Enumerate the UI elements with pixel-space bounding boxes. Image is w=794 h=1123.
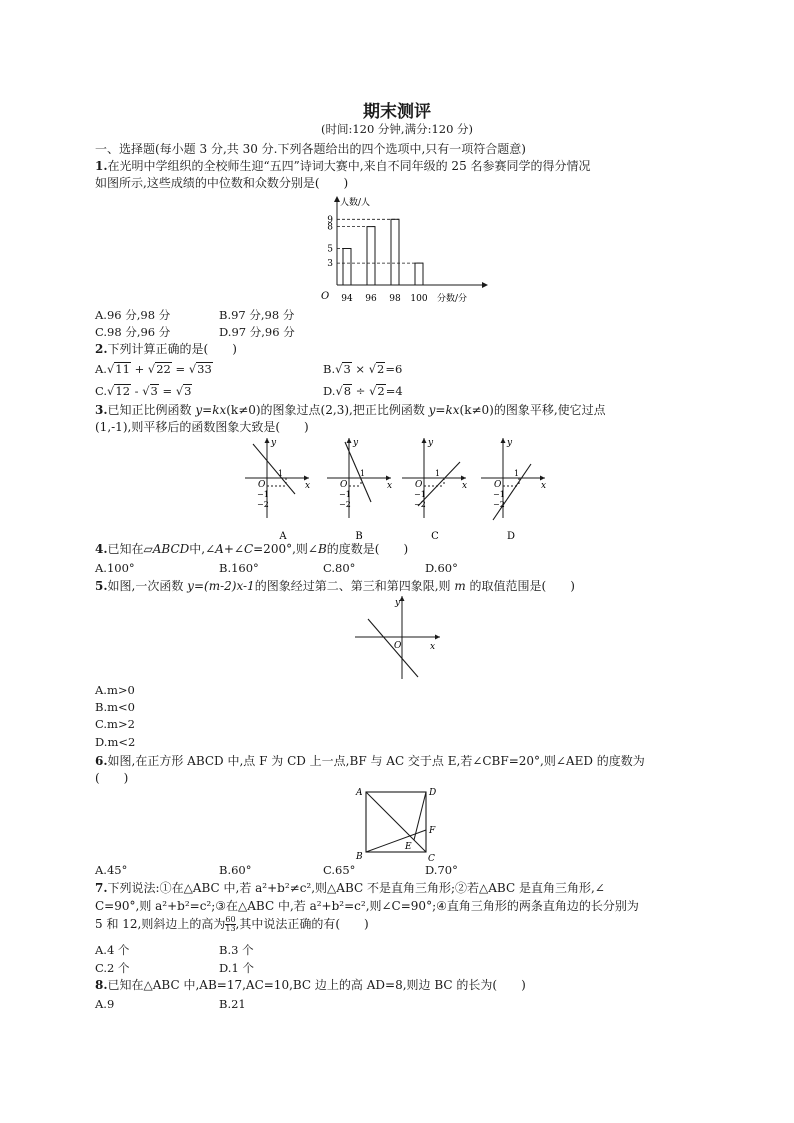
radicand: 3	[150, 384, 158, 398]
q6-option-b: B.60°	[219, 863, 252, 877]
radicand: 8	[343, 384, 352, 398]
question-number: 8.	[95, 978, 108, 992]
q5-y-label: y	[395, 598, 401, 608]
graph-b	[327, 438, 391, 518]
question-number: 5.	[95, 579, 108, 593]
question-7-line-1	[95, 880, 605, 896]
q1-option-b: B.97 分,98 分	[219, 308, 295, 322]
y-tick-3: 3	[327, 259, 333, 270]
question-text: 的度数是( )	[326, 542, 409, 556]
question-number: 7.	[95, 881, 108, 895]
graph-d	[481, 438, 545, 520]
question-2	[95, 341, 237, 357]
q5-option-b: B.m<0	[95, 700, 135, 714]
question-text: (k≠0)的图象过点(2,3),把正比例函数	[226, 403, 429, 417]
radicand: 22	[156, 362, 171, 376]
graph-origin-label: O	[340, 480, 348, 490]
question-4	[95, 541, 408, 557]
variable: m	[454, 579, 466, 593]
y-axis-label: 人数/人	[340, 198, 371, 208]
graph-tick-1: 1	[514, 469, 520, 478]
question-7-line-3	[95, 916, 369, 933]
q8-option-b: B.21	[219, 997, 246, 1011]
page-title: 期末测评	[363, 102, 431, 122]
bar-98	[391, 219, 399, 285]
graph-x-label: x	[541, 481, 547, 491]
question-text: 的图象经过第二、第三和第四象限,则	[254, 579, 455, 593]
vertex-label-C: C	[428, 854, 435, 863]
bar-100	[415, 263, 423, 285]
vertex-label-B: B	[356, 852, 363, 862]
bar-chart	[315, 193, 495, 305]
q5-option-d: D.m<2	[95, 735, 136, 749]
q2-option-c: C.√12 - √3 = √3	[95, 384, 192, 398]
graph-option-letter-B: B	[355, 531, 363, 542]
function-expression: y=kx	[428, 403, 460, 417]
question-text: 中,∠	[189, 542, 216, 556]
q4-option-b: B.160°	[219, 561, 259, 575]
q3-option-graphs	[245, 436, 550, 544]
question-text: 已知在△ABC 中,AB=17,AC=10,BC 边上的高 AD=8,则边 BC 的长为( )	[107, 978, 526, 992]
question-3-line-1	[95, 402, 606, 418]
x-tick-94: 94	[341, 294, 353, 304]
equals: =	[171, 362, 189, 376]
x-axis-label: 分数/分	[437, 294, 468, 304]
q4-option-c: C.80°	[323, 561, 356, 575]
radicand: 3	[184, 384, 192, 398]
question-text: 下列说法:①在△ABC 中,若 a²+b²≠c²,则△ABC 不是直角三角形;②若△ABC 是直角三角形,∠	[107, 881, 605, 895]
question-text: 如图,一次函数	[107, 579, 188, 593]
graph-y-label: y	[353, 438, 359, 448]
function-expression: y=(m-2)x-1	[187, 579, 255, 593]
graph-tick-neg2: −2	[339, 500, 351, 509]
q1-option-d: D.97 分,96 分	[219, 325, 295, 339]
question-1-line-1	[95, 158, 591, 174]
q2-option-b: B.√3 × √2=6	[323, 362, 403, 376]
question-text: ,其中说法正确的有( )	[235, 917, 369, 931]
question-text: =200°,则∠	[253, 542, 318, 556]
option-letter: C.	[95, 384, 108, 398]
section-heading: 一、选择题(每小题 3 分,共 30 分.下列各题给出的四个选项中,只有一项符合题意)	[95, 142, 526, 156]
question-text: 在光明中学组织的全校师生迎“五四”诗词大赛中,来自不同年级的 25 名参赛同学的得分情况	[107, 159, 591, 173]
graph-x-label: x	[305, 481, 311, 491]
radicand: 11	[115, 362, 130, 376]
equals: =4	[385, 384, 403, 398]
graph-x-label: x	[462, 481, 468, 491]
q2-option-d: D.√8 ÷ √2=4	[323, 384, 403, 398]
vertex-label-F: F	[429, 826, 436, 836]
radicand: 33	[197, 362, 212, 376]
option-letter: D.	[323, 384, 336, 398]
q7-option-b: B.3 个	[219, 943, 254, 957]
radicand: 12	[115, 384, 131, 398]
option-letter: B.	[323, 362, 336, 376]
q7-option-d: D.1 个	[219, 961, 254, 975]
radicand: 2	[377, 384, 385, 398]
graph-y-label: y	[428, 438, 434, 448]
graph-origin-label: O	[494, 480, 502, 490]
question-number: 2.	[95, 342, 108, 356]
question-text: 的取值范围是( )	[465, 579, 575, 593]
q8-option-a: A.9	[95, 997, 115, 1011]
graph-y-label: y	[271, 438, 277, 448]
question-number: 6.	[95, 754, 108, 768]
question-text: 已知正比例函数	[107, 403, 196, 417]
graph-y-label: y	[507, 438, 513, 448]
vertex-label-D: D	[429, 788, 437, 798]
equals: =6	[385, 362, 403, 376]
graph-tick-neg2: −2	[257, 500, 269, 509]
question-number: 3.	[95, 403, 108, 417]
bar-96	[367, 227, 375, 285]
graph-tick-neg2: −2	[414, 500, 426, 509]
q7-option-c: C.2 个	[95, 961, 130, 975]
variable: A	[215, 542, 224, 556]
operator: ÷	[352, 384, 370, 398]
operator: -	[131, 384, 143, 398]
question-6-line-2: ( )	[95, 771, 129, 785]
graph-tick-neg1: −1	[257, 490, 269, 499]
bar-94	[343, 249, 351, 286]
question-number: 1.	[95, 159, 108, 173]
graph-tick-1: 1	[278, 469, 284, 478]
x-tick-100: 100	[410, 294, 428, 304]
q6-square-figure	[352, 785, 444, 863]
graph-origin-label: O	[258, 480, 266, 490]
q4-option-a: A.100°	[95, 561, 135, 575]
q1-option-a: A.96 分,98 分	[95, 308, 171, 322]
function-expression: y=kx	[195, 403, 227, 417]
question-text: +∠	[223, 542, 244, 556]
question-6-line-1	[95, 753, 645, 769]
q6-option-a: A.45°	[95, 863, 128, 877]
page-subtitle: (时间:120 分钟,满分:120 分)	[320, 122, 474, 136]
graph-tick-neg1: −1	[414, 490, 426, 499]
question-text: 5 和 12,则斜边上的高为	[95, 917, 226, 931]
question-text: 已知在▱	[107, 542, 153, 556]
q6-option-c: C.65°	[323, 863, 356, 877]
q1-option-c: C.98 分,96 分	[95, 325, 171, 339]
fraction-denominator: 13	[225, 924, 236, 933]
variable: B	[317, 542, 327, 556]
operator: +	[130, 362, 148, 376]
q5-option-c: C.m>2	[95, 717, 135, 731]
x-tick-96: 96	[365, 294, 377, 304]
vertex-label-E: E	[405, 842, 412, 852]
graph-c	[402, 438, 466, 518]
question-1-line-2: 如图所示,这些成绩的中位数和众数分别是( )	[95, 176, 349, 190]
question-8	[95, 977, 526, 993]
operator: ×	[351, 362, 369, 376]
q5-origin-label: O	[394, 641, 402, 651]
q5-x-label: x	[430, 642, 436, 652]
question-3-line-2: (1,-1),则平移后的函数图象大致是( )	[95, 420, 309, 434]
graph-option-letter-A: A	[279, 531, 287, 542]
variable: C	[243, 542, 254, 556]
variable: ABCD	[152, 542, 190, 556]
vertex-label-A: A	[356, 788, 363, 798]
graph-origin-label: O	[415, 480, 423, 490]
option-letter: A.	[95, 362, 107, 376]
graph-tick-1: 1	[435, 469, 441, 478]
graph-option-letter-D: D	[506, 531, 516, 542]
question-5	[95, 578, 575, 594]
y-tick-9: 9	[327, 215, 333, 226]
y-tick-8: 8	[327, 222, 333, 233]
radicand: 2	[377, 362, 385, 376]
equals: =	[158, 384, 176, 398]
graph-tick-neg2: −2	[493, 500, 505, 509]
origin-label: O	[321, 291, 330, 302]
question-text: (k≠0)的图象平移,使它过点	[459, 403, 606, 417]
graph-option-letter-C: C	[431, 531, 439, 542]
x-tick-98: 98	[389, 294, 401, 304]
fraction	[225, 916, 235, 933]
question-number: 4.	[95, 542, 108, 556]
q6-option-d: D.70°	[425, 863, 458, 877]
q2-option-a: A.√11 + √22 = √33	[95, 362, 212, 376]
graph-x-label: x	[387, 481, 393, 491]
question-text: 如图,在正方形 ABCD 中,点 F 为 CD 上一点,BF 与 AC 交于点 E,若∠CBF=20°,则∠AED 的度数为	[107, 754, 645, 768]
q5-graph	[350, 593, 445, 681]
fraction-numerator: 60	[225, 915, 236, 924]
question-text: 下列计算正确的是( )	[107, 342, 237, 356]
graph-tick-1: 1	[360, 469, 366, 478]
y-tick-5: 5	[327, 244, 333, 255]
graph-tick-neg1: −1	[493, 490, 505, 499]
graph-tick-neg1: −1	[339, 490, 351, 499]
radicand: 3	[343, 362, 351, 376]
q4-option-d: D.60°	[425, 561, 458, 575]
q5-option-a: A.m>0	[95, 683, 135, 697]
q7-option-a: A.4 个	[95, 943, 130, 957]
graph-a	[245, 438, 309, 518]
question-7-line-2: C=90°,则 a²+b²=c²;③在△ABC 中,若 a²+b²=c²,则∠C=90°;④直角三角形的两条直角边的长分别为	[95, 899, 639, 913]
